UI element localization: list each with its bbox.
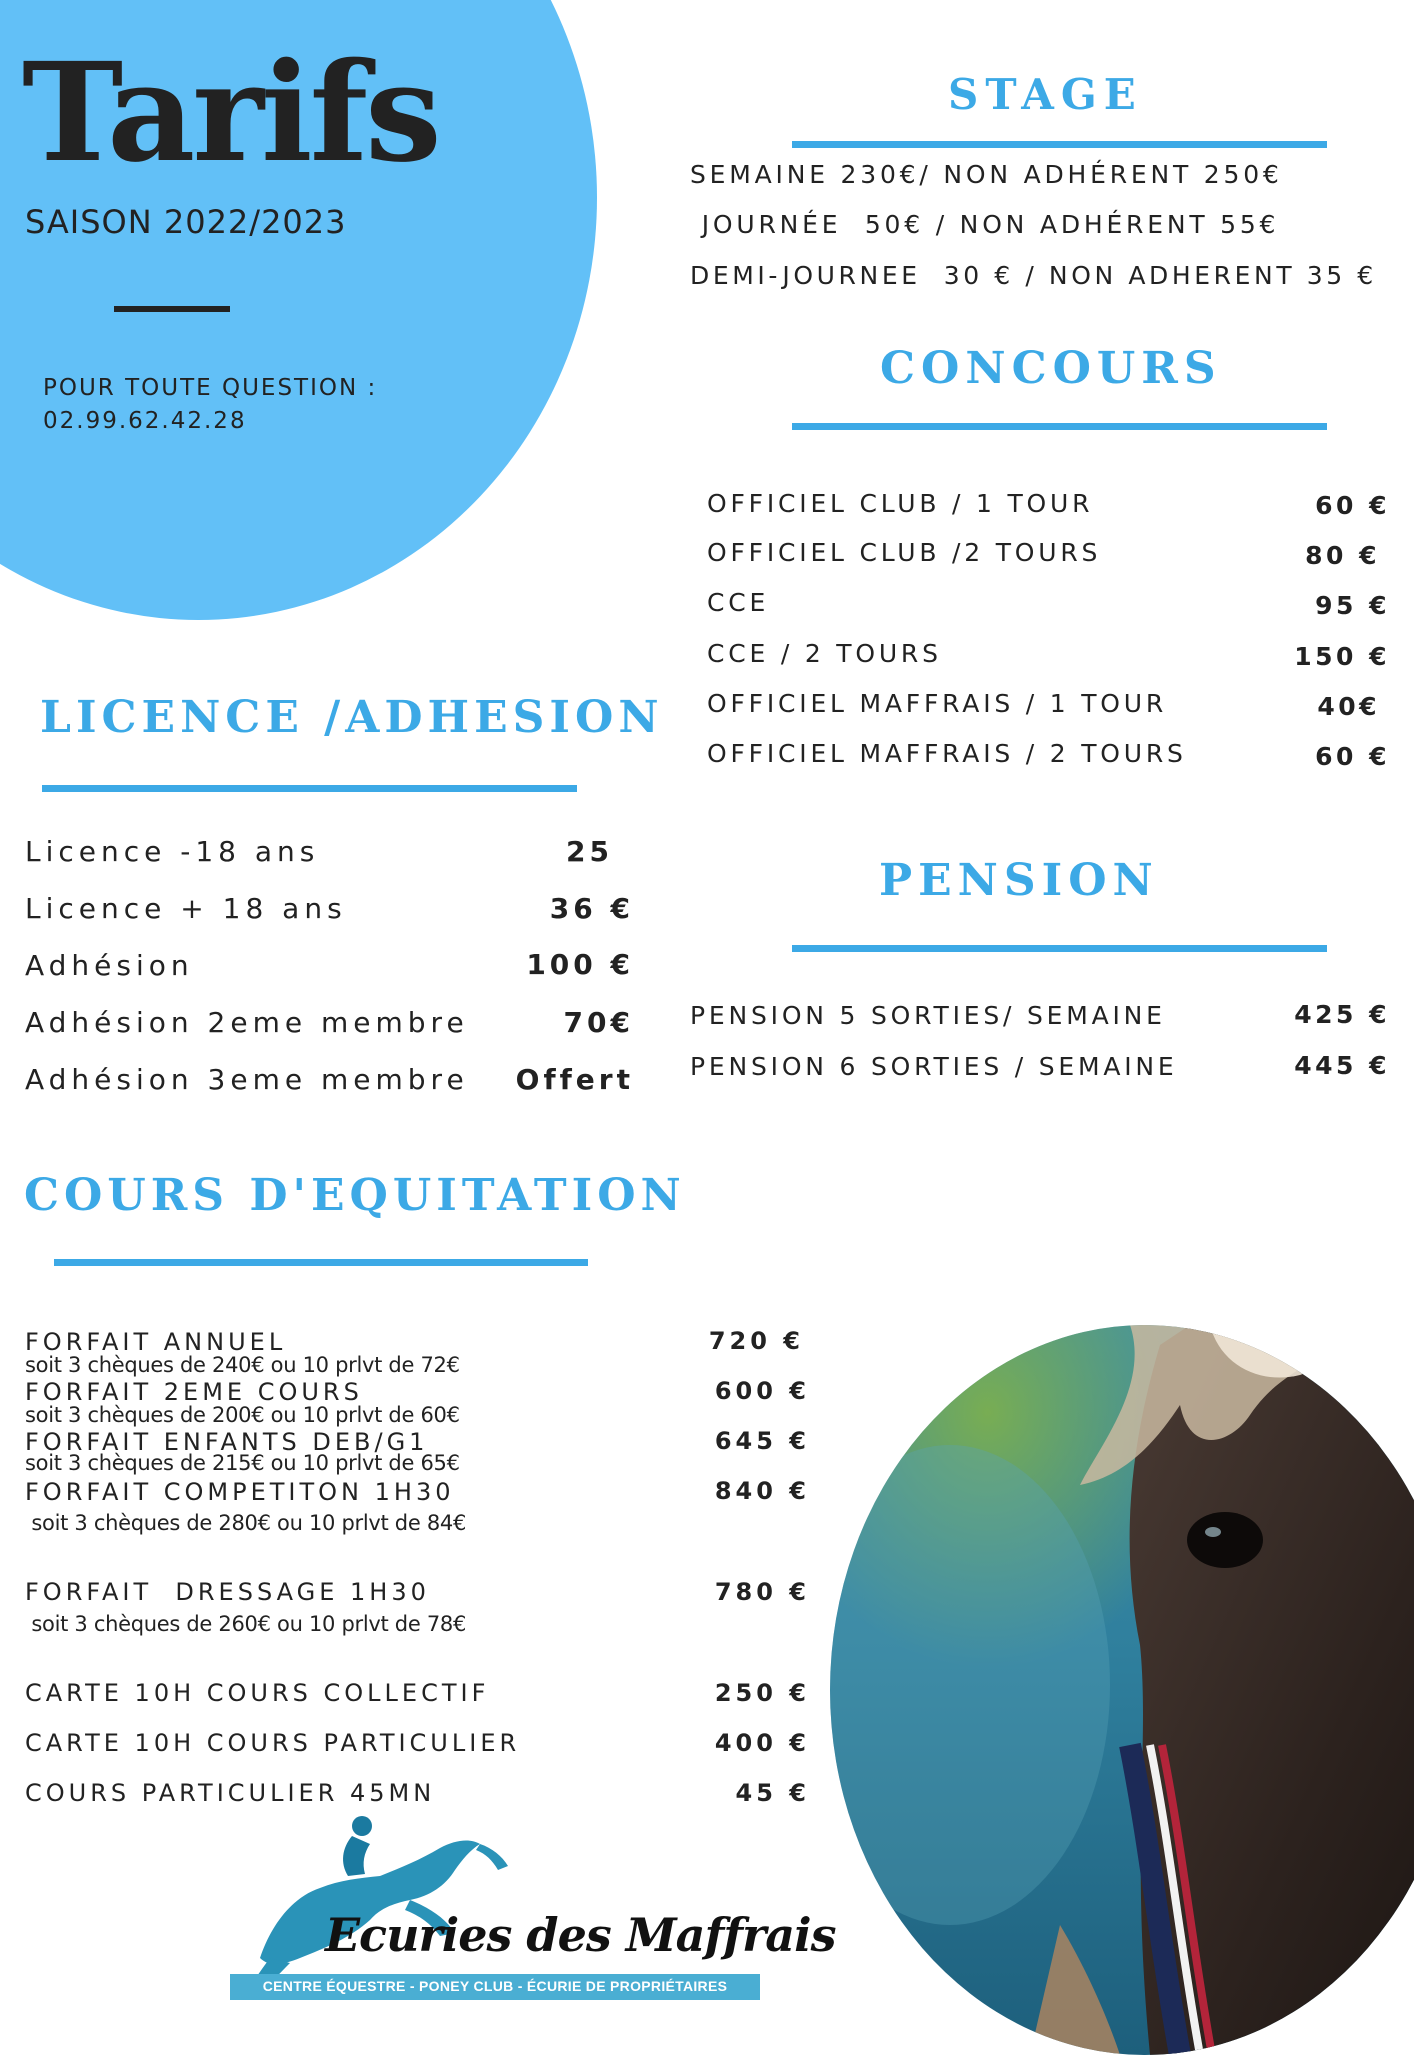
pension-row-label: PENSION 6 SORTIES / SEMAINE — [690, 1052, 1178, 1081]
cours-row-price: 250 € — [714, 1679, 810, 1707]
licence-row-label: Licence -18 ans — [25, 835, 320, 868]
page-title: Tarifs — [22, 33, 439, 193]
contact-phone: 02.99.62.42.28 — [43, 408, 247, 434]
licence-row-price: 70€ — [563, 1006, 634, 1039]
logo — [230, 1808, 836, 2000]
cours-row-price: 45 € — [735, 1779, 810, 1807]
cours-row-price: 600 € — [714, 1377, 810, 1405]
pension-row-label: PENSION 5 SORTIES/ SEMAINE — [690, 1001, 1166, 1030]
horse-rider-logo-icon — [230, 1808, 760, 2000]
cours-row-label: FORFAIT ENFANTS DEB/G1 — [25, 1428, 429, 1456]
cours-row-label: COURS PARTICULIER 45MN — [25, 1779, 436, 1807]
concours-row-label: OFFICIEL MAFFRAIS / 2 TOURS — [707, 739, 1187, 768]
cours-row-note: soit 3 chèques de 200€ ou 10 prlvt de 60€ — [25, 1403, 460, 1427]
cours-row-price: 645 € — [714, 1427, 810, 1455]
season-label: SAISON 2022/2023 — [25, 203, 347, 241]
concours-heading: CONCOURS — [880, 343, 1222, 394]
cours-row-price: 840 € — [714, 1477, 810, 1505]
licence-heading: LICENCE /ADHESION — [40, 692, 664, 743]
stage-line-halfday: DEMI-JOURNEE 30 € / NON ADHERENT 35 € — [690, 261, 1377, 290]
logo-name: Ecuries des Maffrais — [325, 1908, 836, 1962]
licence-row-label: Adhésion 2eme membre — [25, 1006, 469, 1039]
licence-row-price: 100 € — [526, 948, 634, 981]
cours-underline — [54, 1259, 588, 1266]
licence-row-label: Adhésion 3eme membre — [25, 1063, 469, 1096]
cours-row-label: FORFAIT 2EME COURS — [25, 1378, 363, 1406]
concours-row-price: 80 € — [1305, 541, 1380, 570]
stage-line-day: JOURNÉE 50€ / NON ADHÉRENT 55€ — [690, 210, 1280, 239]
pension-row-price: 425 € — [1294, 1000, 1390, 1029]
concours-row-label: CCE / 2 TOURS — [707, 639, 942, 668]
pension-heading: PENSION — [879, 855, 1159, 906]
concours-row-price: 60 € — [1315, 742, 1390, 771]
licence-row-price: 25 — [566, 835, 613, 868]
cours-row-label: FORFAIT COMPETITON 1H30 — [25, 1478, 455, 1506]
cours-row-note: soit 3 chèques de 280€ ou 10 prlvt de 84€ — [25, 1511, 467, 1535]
cours-row-price: 720 € — [708, 1327, 804, 1355]
cours-row-note: soit 3 chèques de 260€ ou 10 prlvt de 78€ — [25, 1612, 467, 1636]
pension-underline — [792, 945, 1327, 952]
stage-underline — [792, 141, 1327, 148]
licence-underline — [42, 785, 577, 792]
concours-row-label: CCE — [707, 588, 770, 617]
title-divider — [114, 306, 230, 312]
concours-row-label: OFFICIEL CLUB /2 TOURS — [707, 538, 1102, 567]
concours-row-label: OFFICIEL MAFFRAIS / 1 TOUR — [707, 689, 1168, 718]
cours-row-label: CARTE 10H COURS COLLECTIF — [25, 1679, 490, 1707]
concours-row-price: 60 € — [1315, 491, 1390, 520]
cours-heading: COURS D'EQUITATION — [24, 1170, 686, 1221]
concours-row-price: 95 € — [1315, 591, 1390, 620]
concours-row-price: 40€ — [1317, 692, 1380, 721]
concours-underline — [792, 423, 1327, 430]
cours-row-price: 780 € — [714, 1578, 810, 1606]
logo-tagline: CENTRE ÉQUESTRE - PONEY CLUB - ÉCURIE DE PROPRIÉTAIRES — [262, 1978, 728, 1994]
concours-row-price: 150 € — [1294, 642, 1390, 671]
concours-row-label: OFFICIEL CLUB / 1 TOUR — [707, 489, 1094, 518]
licence-row-label: Licence + 18 ans — [25, 892, 347, 925]
stage-line-week: SEMAINE 230€/ NON ADHÉRENT 250€ — [690, 160, 1283, 189]
horse-photo — [830, 1325, 1414, 2055]
cours-row-price: 400 € — [714, 1729, 810, 1757]
licence-row-price: Offert — [515, 1063, 634, 1096]
pension-row-price: 445 € — [1294, 1051, 1390, 1080]
contact-block — [43, 372, 377, 438]
cours-row-label: CARTE 10H COURS PARTICULIER — [25, 1729, 521, 1757]
cours-row-note: soit 3 chèques de 215€ ou 10 prlvt de 65€ — [25, 1451, 460, 1475]
contact-question: POUR TOUTE QUESTION : — [43, 375, 378, 401]
licence-row-label: Adhésion — [25, 949, 194, 982]
stage-heading: STAGE — [948, 70, 1143, 119]
licence-row-price: 36 € — [549, 892, 634, 925]
cours-row-note: soit 3 chèques de 240€ ou 10 prlvt de 72€ — [25, 1353, 460, 1377]
cours-row-label: FORFAIT ANNUEL — [25, 1328, 287, 1356]
cours-row-label: FORFAIT DRESSAGE 1H30 — [25, 1578, 430, 1606]
